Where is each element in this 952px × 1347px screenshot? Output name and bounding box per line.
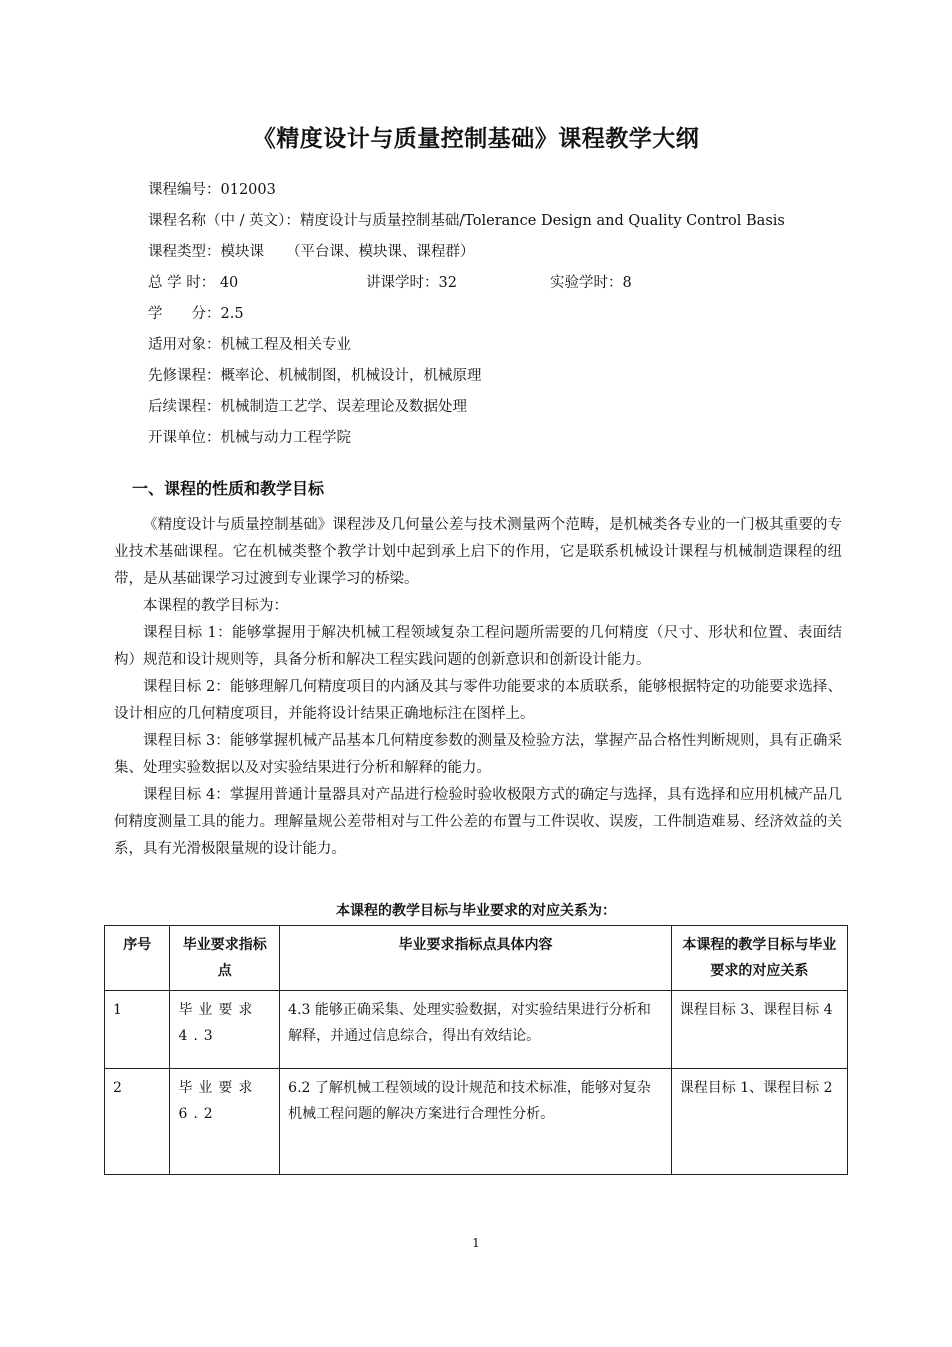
objectives-table — [104, 925, 848, 1175]
page-number: 1 — [472, 1236, 480, 1250]
header-mapping: 本课程的教学目标与毕业要求的对应关系 — [671, 926, 847, 991]
hours-row — [148, 269, 785, 300]
audience: 适用对象：机械工程及相关专业 — [148, 337, 351, 353]
paragraph: 课程目标 4：掌握用普通计量器具对产品进行检验时验收极限方式的确定与选择，具有选择和应用机械产品几何精度测量工具的能力。理解量规公差带相对与工件公差的布置与工件误收、误废，工件制造难易、经济效益的关系，具有光滑极限量规的设计能力。 — [114, 787, 842, 857]
cell-indicator: 毕业要求 4.3 — [170, 991, 280, 1069]
lab-hours: 实验学时：8 — [550, 275, 632, 291]
header-index: 序号 — [105, 926, 170, 991]
paragraph: 《精度设计与质量控制基础》课程涉及几何量公差与技术测量两个范畴，是机械类各专业的一门极其重要的专业技术基础课程。它在机械类整个教学计划中起到承上启下的作用，它是联系机械设计课程与机械制造课程的纽带，是从基础课学习过渡到专业课学习的桥梁。 — [114, 517, 842, 587]
cell-index: 2 — [105, 1069, 170, 1175]
section-body — [114, 512, 842, 863]
department: 开课单位：机械与动力工程学院 — [148, 430, 351, 446]
document-title: 《精度设计与质量控制基础》课程教学大纲 — [252, 126, 700, 152]
paragraph: 课程目标 1：能够掌握用于解决机械工程领域复杂工程问题所需要的几何精度（尺寸、形状和位置、表面结构）规范和设计规则等，具备分析和解决工程实践问题的创新意识和创新设计能力。 — [114, 625, 842, 668]
paragraph: 本课程的教学目标为： — [143, 598, 288, 614]
course-type: 课程类型：模块课 — [148, 244, 264, 260]
course-type-note: （平台课、模块课、课程群） — [286, 244, 475, 260]
follow-up-courses: 后续课程：机械制造工艺学、误差理论及数据处理 — [148, 399, 467, 415]
cell-content: 6.2 了解机械工程领域的设计规范和技术标准，能够对复杂机械工程问题的解决方案进行合理性分析。 — [280, 1069, 672, 1175]
paragraph: 课程目标 3：能够掌握机械产品基本几何精度参数的测量及检验方法，掌握产品合格性判断规则，具有正确采集、处理实验数据以及对实验结果进行分析和解释的能力。 — [114, 733, 842, 776]
paragraph: 课程目标 2：能够理解几何精度项目的内涵及其与零件功能要求的本质联系，能够根据特定的功能要求选择、设计相应的几何精度项目，并能将设计结果正确地标注在图样上。 — [114, 679, 842, 722]
credits: 学 分：2.5 — [148, 306, 244, 322]
header-content: 毕业要求指标点具体内容 — [280, 926, 672, 991]
header-indicator: 毕业要求指标点 — [170, 926, 280, 991]
cell-mapping: 课程目标 1、课程目标 2 — [671, 1069, 847, 1175]
course-code: 课程编号：012003 — [148, 182, 276, 198]
table-header-row — [105, 926, 848, 991]
cell-content: 4.3 能够正确采集、处理实验数据，对实验结果进行分析和解释，并通过信息综合，得出有效结论。 — [280, 991, 672, 1069]
course-info — [148, 176, 785, 455]
prerequisites: 先修课程：概率论、机械制图，机械设计，机械原理 — [148, 368, 482, 384]
table-row — [105, 1069, 848, 1175]
course-name: 课程名称（中 / 英文）：精度设计与质量控制基础/Tolerance Design and Quality Control Basis — [148, 213, 785, 229]
section-heading: 一、课程的性质和教学目标 — [132, 479, 325, 498]
table-row — [105, 991, 848, 1069]
cell-indicator: 毕业要求 6.2 — [170, 1069, 280, 1175]
lecture-hours: 讲课学时：32 — [366, 275, 457, 291]
total-hours: 总 学 时： 40 — [148, 275, 239, 291]
table-caption: 本课程的教学目标与毕业要求的对应关系为： — [336, 903, 616, 919]
cell-mapping: 课程目标 3、课程目标 4 — [671, 991, 847, 1069]
course-type-row — [148, 238, 785, 269]
cell-index: 1 — [105, 991, 170, 1069]
